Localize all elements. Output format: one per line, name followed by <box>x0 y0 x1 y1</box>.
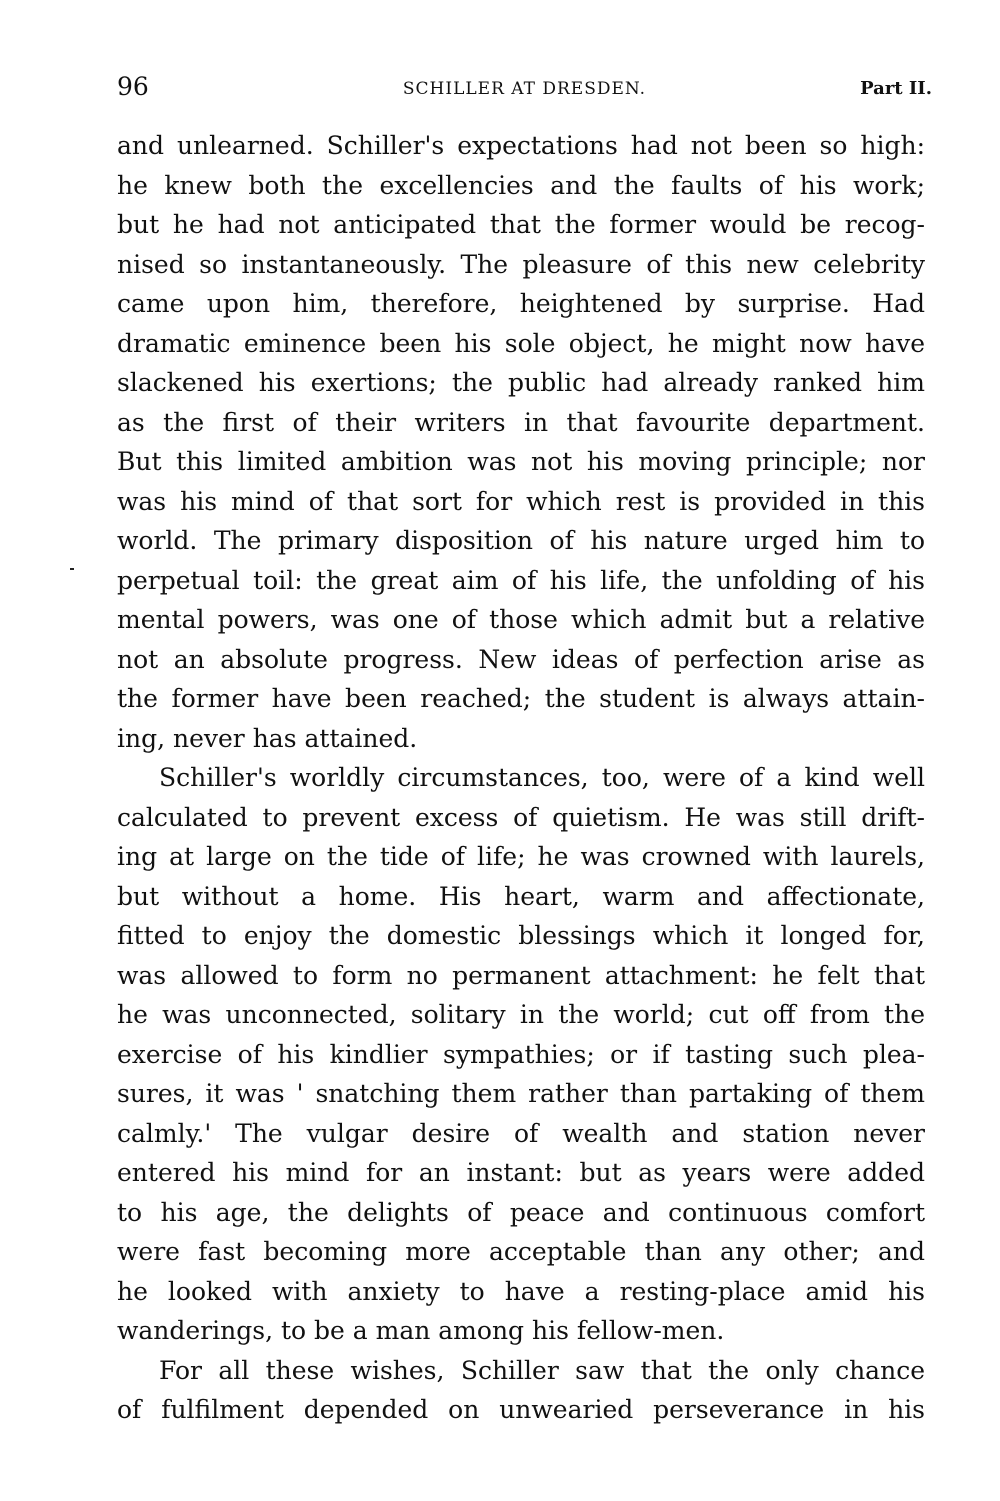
text-line: of fulfilment depended on unwearied perseverance in his <box>117 1395 925 1424</box>
text-line: mental powers, was one of those which admit but a relative <box>117 605 925 634</box>
text-line: For all these wishes, Schiller saw that the only chance <box>159 1355 925 1385</box>
paragraph-1 <box>117 126 925 758</box>
text-line: as the first of their writers in that favourite department. <box>117 407 925 437</box>
text-line: to his age, the delights of peace and continuous comfort <box>117 1197 925 1227</box>
text-line: came upon him, therefore, heightened by surprise. Had <box>117 289 925 318</box>
part-label: Part II. <box>860 78 932 99</box>
text-line: ing at large on the tide of life; he was crowned with laurels, <box>117 842 925 871</box>
text-line: were fast becoming more acceptable than any other; and <box>117 1237 925 1266</box>
text-line: he was unconnected, solitary in the world; cut off from the <box>117 1000 925 1029</box>
text-line: but without a home. His heart, warm and affectionate, <box>117 881 925 911</box>
text-line: he knew both the excellencies and the faults of his work; <box>117 170 925 200</box>
text-line: the former have been reached; the student is always attain- <box>117 684 925 713</box>
text-line: wanderings, to be a man among his fellow-men. <box>117 1316 725 1345</box>
text-line: calculated to prevent excess of quietism. He was still drift- <box>117 802 925 832</box>
text-line: sures, it was ' snatching them rather than partaking of them <box>117 1079 925 1108</box>
text-line: was allowed to form no permanent attachment: he felt that <box>117 960 925 990</box>
text-line: calmly.' The vulgar desire of wealth and station never <box>117 1118 925 1148</box>
paragraph-3 <box>117 1351 925 1430</box>
body-text <box>117 126 925 1430</box>
text-line: slackened his exertions; the public had already ranked him <box>117 368 925 397</box>
text-line: not an absolute progress. New ideas of perfection arise as <box>117 644 925 674</box>
text-line: he looked with anxiety to have a resting-place amid his <box>117 1276 925 1306</box>
text-line: nised so instantaneously. The pleasure of this new celebrity <box>117 249 925 279</box>
running-title: SCHILLER AT DRESDEN. <box>402 79 647 99</box>
text-line: was his mind of that sort for which rest is provided in this <box>117 486 925 516</box>
text-line: but he had not anticipated that the former would be recog- <box>117 210 925 239</box>
text-line: Schiller's worldly circumstances, too, were of a kind well <box>159 763 925 792</box>
text-line: fitted to enjoy the domestic blessings which it longed for, <box>117 921 925 950</box>
stray-ink-mark <box>70 568 74 570</box>
text-line: world. The primary disposition of his nature urged him to <box>117 526 925 555</box>
text-line: dramatic eminence been his sole object, he might now have <box>117 328 925 358</box>
text-line: perpetual toil: the great aim of his life, the unfolding of his <box>117 565 925 595</box>
page-number: 96 <box>117 72 149 101</box>
text-line: entered his mind for an instant: but as years were added <box>117 1158 925 1187</box>
paragraph-2 <box>117 758 925 1351</box>
text-line: exercise of his kindlier sympathies; or if tasting such plea- <box>117 1039 925 1069</box>
running-header <box>117 72 932 102</box>
text-line: and unlearned. Schiller's expectations had not been so high: <box>117 131 925 160</box>
text-line: ing, never has attained. <box>117 723 418 753</box>
text-line: But this limited ambition was not his moving principle; nor <box>117 447 925 476</box>
